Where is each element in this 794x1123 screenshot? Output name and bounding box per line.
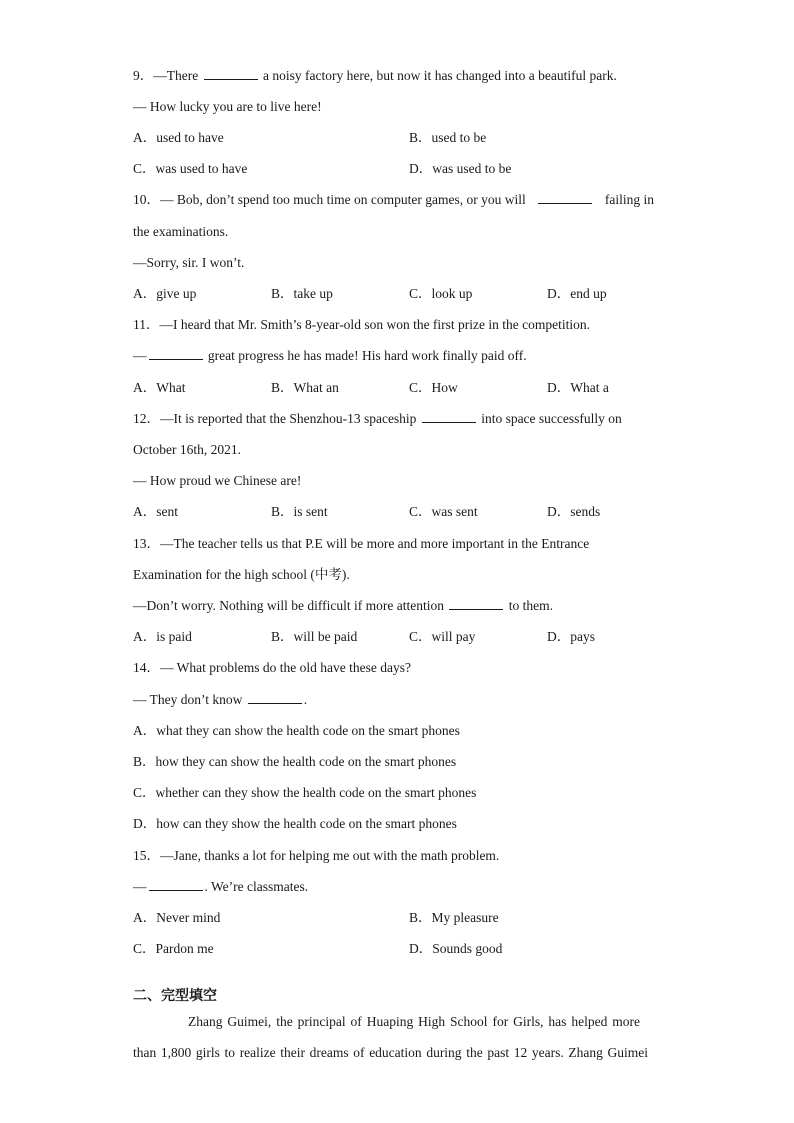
q14-option-d[interactable]: D．how can they show the health code on the smart phones [133, 816, 457, 831]
q11-option-d[interactable]: D．What a [547, 380, 609, 395]
q11-reply-dash: — [133, 348, 147, 363]
q12-option-c[interactable]: C．was sent [409, 504, 478, 519]
q11-option-c[interactable]: C．How [409, 380, 458, 395]
q11-option-a[interactable]: A．What [133, 380, 186, 395]
q15-option-a[interactable]: A．Never mind [133, 910, 221, 925]
q13-stem: 13．—The teacher tells us that P.E will be more and more important in the Entrance [133, 536, 590, 551]
q10-stem-start: 10．— Bob, don’t spend too much time on computer games, or you will [133, 192, 526, 207]
q12-stem [133, 410, 663, 428]
q15-reply-end: . We’re classmates. [204, 879, 309, 894]
q15-option-d[interactable]: D．Sounds good [409, 941, 503, 956]
q13-stem-continued: Examination for the high school (中考). [133, 567, 350, 582]
q12-option-d[interactable]: D．sends [547, 504, 601, 519]
q10-option-b[interactable]: B．take up [271, 286, 333, 301]
q14-option-c[interactable]: C．whether can they show the health code on the smart phones [133, 785, 477, 800]
q11-reply [133, 347, 663, 365]
q15-reply [133, 878, 663, 896]
q12-option-b[interactable]: B．is sent [271, 504, 328, 519]
q12-stem-start: 12．—It is reported that the Shenzhou-13 spaceship [133, 411, 417, 426]
q9-stem [133, 67, 663, 85]
q14-reply-end: . [303, 692, 308, 707]
q13-reply-start: —Don’t worry. Nothing will be difficult if more attention [133, 598, 444, 613]
q12-reply: — How proud we Chinese are! [133, 473, 302, 488]
q14-reply [133, 691, 663, 709]
q10-option-a[interactable]: A．give up [133, 286, 197, 301]
q10-answer-blank [538, 191, 592, 204]
q12-stem-continued: October 16th, 2021. [133, 442, 241, 457]
q11-answer-blank [149, 347, 203, 360]
q13-reply-end: to them. [508, 598, 553, 613]
q9-option-d[interactable]: D．was used to be [409, 161, 512, 176]
q14-option-b[interactable]: B．how they can show the health code on the smart phones [133, 754, 457, 769]
q13-option-c[interactable]: C．will pay [409, 629, 476, 644]
q15-option-b[interactable]: B．My pleasure [409, 910, 499, 925]
q11-option-b[interactable]: B．What an [271, 380, 339, 395]
q12-stem-end: into space successfully on [481, 411, 622, 426]
q13-option-b[interactable]: B．will be paid [271, 629, 358, 644]
q13-reply [133, 597, 663, 615]
q9-stem-start: 9．—There [133, 68, 199, 83]
q9-option-b[interactable]: B．used to be [409, 130, 487, 145]
q10-reply: —Sorry, sir. I won’t. [133, 255, 245, 270]
section-heading: 二、完型填空 [133, 988, 217, 1004]
q9-answer-blank [204, 67, 258, 80]
q10-option-c[interactable]: C．look up [409, 286, 473, 301]
q13-answer-blank [449, 597, 503, 610]
q15-option-c[interactable]: C．Pardon me [133, 941, 214, 956]
cloze-passage-line-2: than 1,800 girls to realize their dreams of education during the past 12 years. Zhang Guimei [133, 1045, 648, 1060]
q14-answer-blank [248, 691, 302, 704]
q9-stem-end: a noisy factory here, but now it has changed into a beautiful park. [262, 68, 617, 83]
q9-option-c[interactable]: C．was used to have [133, 161, 248, 176]
q14-stem: 14．— What problems do the old have these days? [133, 660, 411, 675]
q15-reply-dash: — [133, 879, 147, 894]
q13-option-a[interactable]: A．is paid [133, 629, 192, 644]
q13-option-d[interactable]: D．pays [547, 629, 595, 644]
q9-reply: — How lucky you are to live here! [133, 99, 322, 114]
q10-option-d[interactable]: D．end up [547, 286, 607, 301]
q14-option-a[interactable]: A．what they can show the health code on the smart phones [133, 723, 460, 738]
cloze-passage-line-1: Zhang Guimei, the principal of Huaping High School for Girls, has helped more [188, 1014, 640, 1029]
q15-stem: 15．—Jane, thanks a lot for helping me out with the math problem. [133, 848, 500, 863]
q12-answer-blank [422, 410, 476, 423]
q10-stem-continued: the examinations. [133, 224, 229, 239]
q9-option-a[interactable]: A．used to have [133, 130, 224, 145]
q11-reply-end: great progress he has made! His hard work finally paid off. [207, 348, 527, 363]
q11-stem: 11．—I heard that Mr. Smith’s 8-year-old son won the first prize in the competition. [133, 317, 591, 332]
q15-answer-blank [149, 878, 203, 891]
q14-reply-start: — They don’t know [133, 692, 243, 707]
q10-stem-end: failing in [604, 192, 654, 207]
q10-stem [133, 191, 654, 209]
q12-option-a[interactable]: A．sent [133, 504, 178, 519]
